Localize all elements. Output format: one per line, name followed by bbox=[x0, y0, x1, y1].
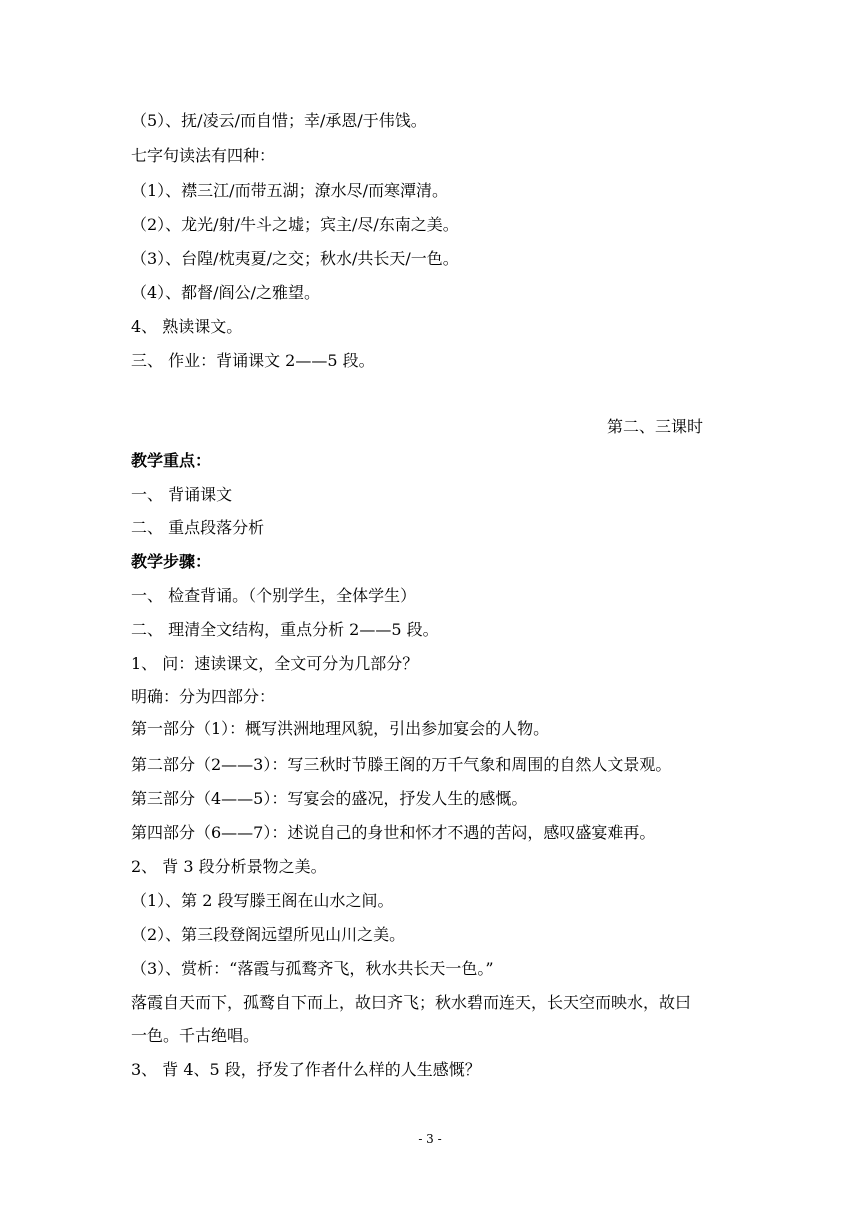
step-line: （2）、第三段登阁远望所见山川之美。 bbox=[131, 925, 406, 944]
text-line: 七字句读法有四种： bbox=[131, 146, 276, 165]
text-line: 4、 熟读课文。 bbox=[131, 317, 243, 336]
steps-title: 教学步骤： bbox=[131, 552, 212, 571]
step-line: 第一部分（1）：概写洪洲地理风貌，引出参加宴会的人物。 bbox=[131, 719, 550, 738]
step-line: 一色。千古绝唱。 bbox=[131, 1026, 260, 1045]
step-line: 2、 背 3 段分析景物之美。 bbox=[131, 857, 327, 876]
text-line: （5）、抚/凌云/而自惜；幸/承恩/于伟饯。 bbox=[131, 111, 427, 130]
step-line: 一、 检查背诵。（个别学生，全体学生） bbox=[131, 586, 417, 605]
focus-item: 一、 背诵课文 bbox=[131, 485, 233, 504]
step-line: （3）、赏析：“落霞与孤鹜齐飞，秋水共长天一色。” bbox=[131, 959, 494, 978]
step-line: 第四部分（6——7）：述说自己的身世和怀才不遇的苦闷，感叹盛宴难再。 bbox=[131, 823, 656, 842]
step-line: 落霞自天而下，孤鹜自下而上，故曰齐飞；秋水碧而连天，长天空而映水，故曰 bbox=[131, 993, 692, 1012]
text-line: （1）、襟三江/而带五湖；潦水尽/而寒潭清。 bbox=[131, 181, 448, 200]
step-line: （1）、第 2 段写滕王阁在山水之间。 bbox=[131, 891, 394, 910]
text-line: （4）、都督/阎公/之雅望。 bbox=[131, 283, 320, 302]
section-heading: 第二、三课时 bbox=[607, 417, 704, 436]
step-line: 第三部分（4——5）：写宴会的盛况，抒发人生的感慨。 bbox=[131, 789, 528, 808]
step-line: 二、 理清全文结构，重点分析 2——5 段。 bbox=[131, 620, 439, 639]
step-line: 1、 问：速读课文，全文可分为几部分？ bbox=[131, 654, 419, 673]
text-line: （3）、台隍/枕夷夏/之交；秋水/共长天/一色。 bbox=[131, 249, 459, 268]
focus-title: 教学重点： bbox=[131, 451, 212, 470]
step-line: 明确：分为四部分： bbox=[131, 687, 276, 706]
step-line: 3、 背 4、5 段，抒发了作者什么样的人生感慨？ bbox=[131, 1060, 481, 1079]
text-line: （2）、龙光/射/牛斗之墟；宾主/尽/东南之美。 bbox=[131, 215, 459, 234]
focus-item: 二、 重点段落分析 bbox=[131, 518, 265, 537]
page-number: - 3 - bbox=[418, 1132, 442, 1146]
text-line: 三、 作业：背诵课文 2——5 段。 bbox=[131, 351, 375, 370]
step-line: 第二部分（2——3）：写三秋时节滕王阁的万千气象和周围的自然人文景观。 bbox=[131, 755, 672, 774]
